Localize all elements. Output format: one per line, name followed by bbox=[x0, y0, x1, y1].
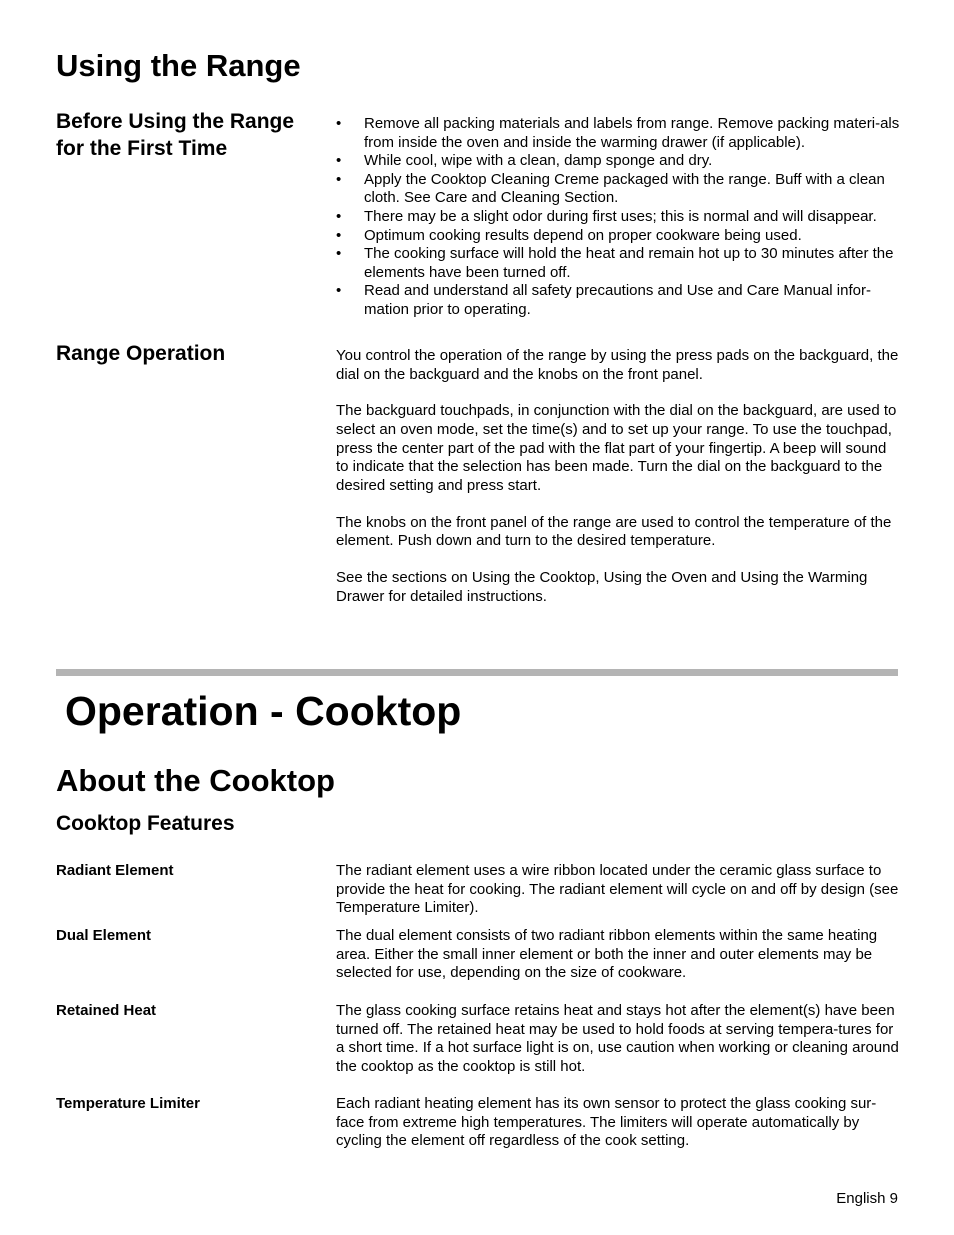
heading-cooktop-features: Cooktop Features bbox=[56, 812, 235, 835]
paragraph: See the sections on Using the Cooktop, Using the Oven and Using the Warming Drawer for detailed instructions. bbox=[336, 568, 868, 605]
chapter-title-operation-cooktop: Operation - Cooktop bbox=[65, 688, 462, 734]
list-item: • Optimum cooking results depend on proper cookware being used. bbox=[336, 227, 900, 246]
section-title-using-the-range: Using the Range bbox=[56, 48, 301, 83]
feature-term-radiant-element: Radiant Element bbox=[56, 862, 174, 879]
feature-text-radiant-element: The radiant element uses a wire ribbon located under the ceramic glass surface to provide the heat for cooking. The radiant element will cycle on and off by design (see Temperature Limiter). bbox=[336, 862, 899, 917]
list-item: • Remove all packing materials and labels from range. Remove packing materi-als from inside the oven and inside the warming drawer (if applicable). bbox=[336, 115, 900, 152]
feature-term-temperature-limiter: Temperature Limiter bbox=[56, 1095, 200, 1112]
list-item: • Read and understand all safety precautions and Use and Care Manual infor-mation prior to operating. bbox=[336, 282, 900, 319]
list-item: • The cooking surface will hold the heat and remain hot up to 30 minutes after the elements have been turned off. bbox=[336, 245, 900, 282]
heading-before-first-use: Before Using the Range for the First Time bbox=[56, 110, 295, 160]
paragraph: The knobs on the front panel of the range are used to control the temperature of the element. Push down and turn to the desired temperature. bbox=[336, 513, 892, 550]
list-item: • There may be a slight odor during first uses; this is normal and will disappear. bbox=[336, 208, 900, 227]
paragraph: The backguard touchpads, in conjunction with the dial on the backguard, are used to select an oven mode, set the time(s) and to set up your range. To use the touchpad, press the center part of the pad with the flat part of your fingertip. A beep will sound to indicate that the selection has been made. Turn the dial on the backguard to the desired setting and press start. bbox=[336, 402, 897, 494]
range-operation-text bbox=[336, 347, 900, 624]
section-divider bbox=[56, 669, 898, 676]
list-item: • Apply the Cooktop Cleaning Creme packaged with the range. Buff with a clean cloth. See Care and Cleaning Section. bbox=[336, 171, 900, 208]
first-use-bullet-list bbox=[336, 115, 900, 320]
feature-term-retained-heat: Retained Heat bbox=[56, 1002, 157, 1019]
feature-text-dual-element: The dual element consists of two radiant ribbon elements within the same heating area. Either the small inner element or both the inner and outer elements may be selected for use, depending on the size of cookware. bbox=[336, 927, 878, 982]
page-number: English 9 bbox=[836, 1190, 898, 1207]
section-title-about-the-cooktop: About the Cooktop bbox=[56, 763, 335, 798]
list-item: • While cool, wipe with a clean, damp sponge and dry. bbox=[336, 152, 900, 171]
feature-term-dual-element: Dual Element bbox=[56, 927, 152, 944]
feature-text-retained-heat: The glass cooking surface retains heat and stays hot after the element(s) have been turned off. The retained heat may be used to hold foods at serving tempera-tures for a short time. If a hot surface light is on, use caution when working or cleaning around the cooktop as the cooktop is still hot. bbox=[336, 1002, 899, 1075]
heading-range-operation: Range Operation bbox=[56, 342, 226, 365]
paragraph: You control the operation of the range by using the press pads on the backguard, the dial on the backguard and the knobs on the front panel. bbox=[336, 347, 899, 383]
feature-text-temperature-limiter: Each radiant heating element has its own sensor to protect the glass cooking sur-face from extreme high temperatures. The limiters will operate automatically by cycling the element off regardless of the cook setting. bbox=[336, 1095, 877, 1150]
